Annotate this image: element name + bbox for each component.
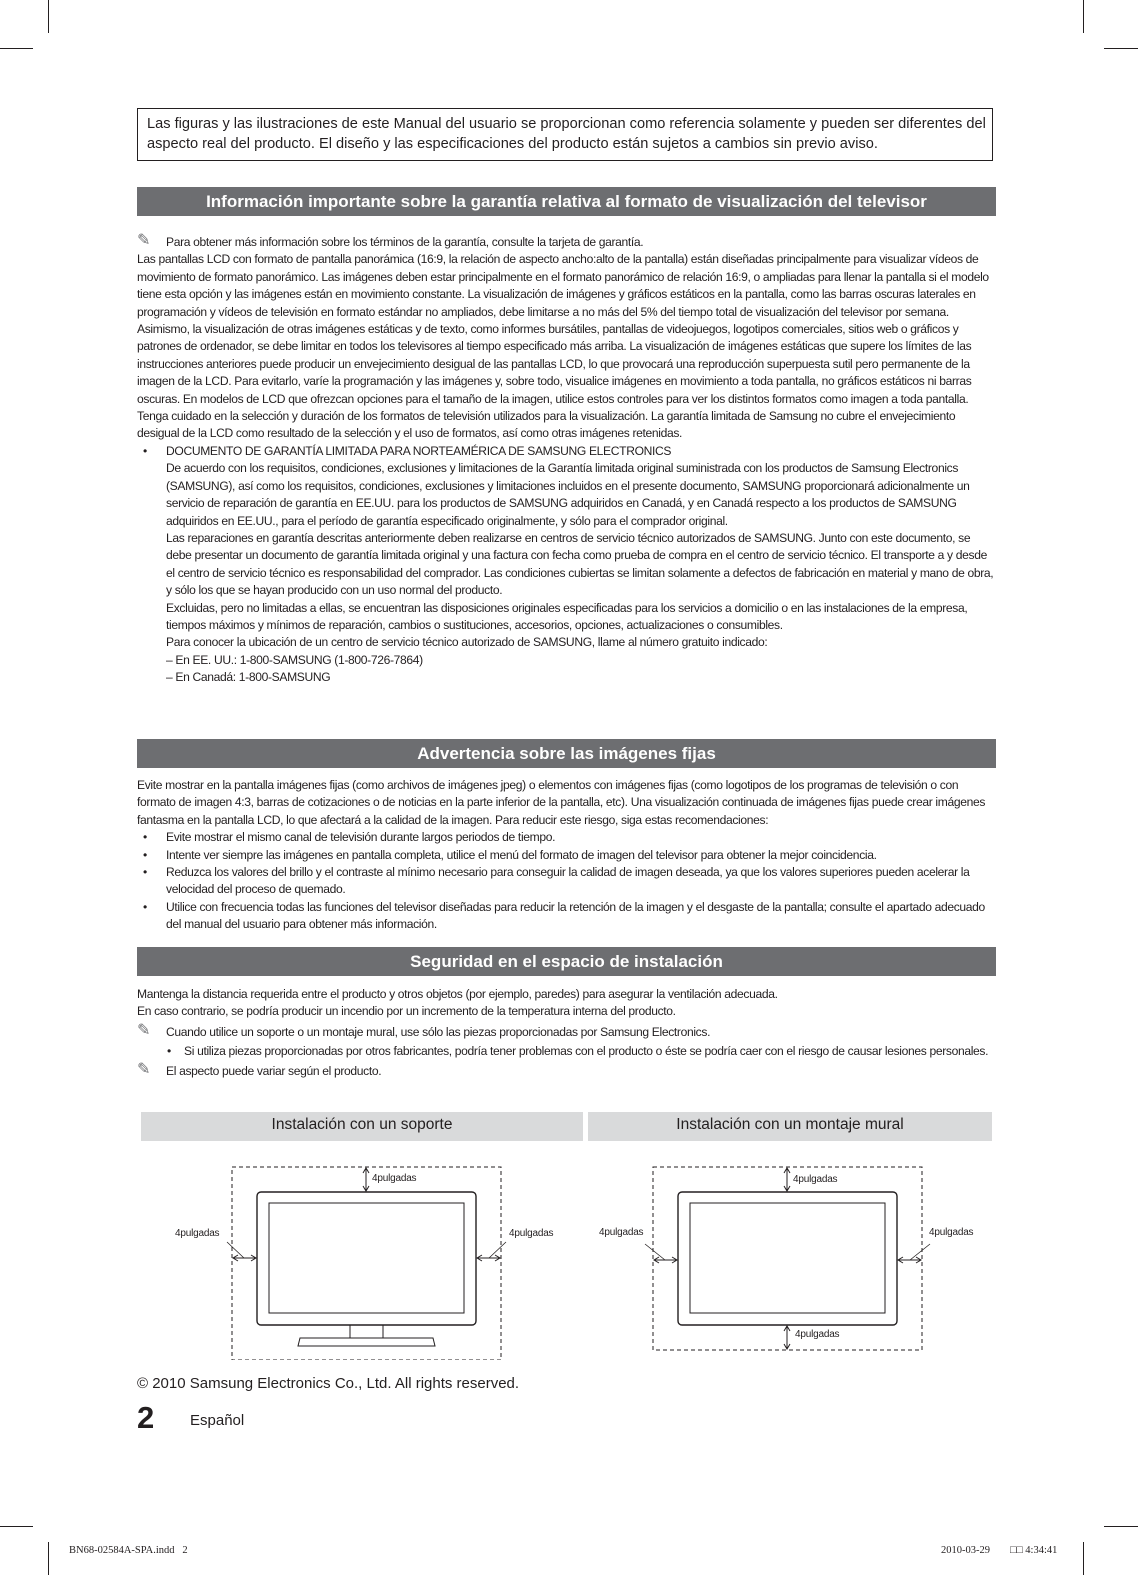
phone-canada: – En Canadá: 1-800-SAMSUNG [166, 670, 331, 685]
print-slug-file: BN68-02584A-SPA.indd 2 [69, 1545, 188, 1556]
crop-mark [0, 48, 33, 49]
clearance-label-right: 4pulgadas [929, 1227, 974, 1238]
warranty-bullet [137, 443, 997, 687]
clearance-label-right: 4pulgadas [509, 1228, 554, 1239]
still-bullet: • Utilice con frecuencia todas las funciones del televisor diseñadas para reducir la retención de la imagen y el desgaste de la pantalla; consulte el apartado adecuado del manual del usuario para obtener más información. [143, 899, 985, 932]
clearance-label-top: 4pulgadas [793, 1174, 838, 1185]
bullet-title: DOCUMENTO DE GARANTÍA LIMITADA PARA NORTEAMÉRICA DE SAMSUNG ELECTRONICS [166, 443, 672, 458]
tv-bezel [678, 1192, 897, 1325]
wall-mount-installation-diagram [590, 1150, 990, 1360]
print-slug-date: 2010-03-29 [941, 1545, 990, 1556]
crop-mark [1083, 1542, 1084, 1575]
page-number: 2 [137, 1400, 155, 1435]
safety-note: Cuando utilice un soporte o un montaje mural, use sólo las piezas proporcionadas por Samsung Electronics. [166, 1024, 711, 1039]
warranty-paragraph: Tenga cuidado en la selección y duración de los formatos de televisión utilizados para la visualización. La garantía limitada de Samsung no cubre el envejecimiento desigual de la LCD como resultado de la selección y el uso de formatos, así como otras imágenes retenidas. [137, 409, 956, 441]
safety-line: Mantenga la distancia requerida entre el producto y otros objetos (por ejemplo, paredes) para asegurar la ventilación adecuada. [137, 987, 778, 1001]
crop-mark [48, 1542, 49, 1575]
still-bullet: • Intente ver siempre las imágenes en pantalla completa, utilice el menú del formato de imagen del televisor para obtener la mejor coincidencia. [137, 847, 997, 864]
still-body [137, 777, 997, 934]
figure-heading-stand: Instalación con un soporte [141, 1112, 583, 1141]
warranty-body [137, 234, 997, 687]
stand-installation-diagram [140, 1150, 580, 1360]
section-heading-still-images: Advertencia sobre las imágenes fijas [137, 739, 996, 768]
print-slug-time: □□ 4:34:41 [1010, 1545, 1058, 1556]
bullet-paragraph: De acuerdo con los requisitos, condiciones, exclusiones y limitaciones de la Garantía limitada original suministrada con los productos de Samsung Electronics (SAMSUNG), así como los requisitos, condiciones, exclusiones y limitaciones incluidos en el presente documento, SAMSUNG proporcionará adicionalmente un servicio de reparación de garantía en EE.UU. para los productos de SAMSUNG adquiridos en Canadá, y en Canadá respecto a los productos de SAMSUNG adquiridos en EE.UU., para el período de garantía especificado originalmente, y sólo para el comprador original. [166, 461, 970, 528]
clearance-label-left: 4pulgadas [175, 1228, 220, 1239]
warranty-note: Para obtener más información sobre los términos de la garantía, consulte la tarjeta de garantía. [166, 235, 644, 249]
crop-mark [48, 0, 49, 33]
still-bullet: • Reduzca los valores del brillo y el contraste al mínimo necesario para conseguir la calidad de imagen deseada, ya que los valores superiores pueden acelerar la velocidad del proceso de quemado. [143, 865, 970, 897]
safety-body [137, 986, 997, 1080]
phone-usa: – En EE. UU.: 1-800-SAMSUNG (1-800-726-7864) [166, 652, 423, 667]
page-language: Español [190, 1412, 245, 1429]
crop-mark [1104, 48, 1138, 49]
figure-heading-wall: Instalación con un montaje mural [588, 1112, 992, 1141]
still-intro: Evite mostrar en la pantalla imágenes fijas (como archivos de imágenes jpeg) o elementos con imágenes fijas (como logotipos de los programas de televisión o con formato de imagen 4:3, barras de cotizaciones o de noticias en la parte inferior de la pantalla, etc). Una visualización continuada de imágenes fijas puede crear imágenes fantasma en la pantalla LCD, lo que afectará a la calidad de la imagen. Para reducir este riesgo, siga estas recomendaciones: [137, 778, 986, 827]
pencil-note-icon: ✎ [137, 1021, 151, 1039]
bullet-icon: • [143, 865, 147, 880]
bullet-icon: • [143, 899, 147, 914]
bullet-icon: • [143, 847, 147, 862]
crop-mark [1083, 0, 1084, 33]
disclaimer-box [137, 108, 993, 161]
bullet-paragraph: Para conocer la ubicación de un centro de servicio técnico autorizado de SAMSUNG, llame al número gratuito indicado: [166, 635, 768, 650]
safety-note: El aspecto puede variar según el producto. [166, 1063, 382, 1078]
section-heading-safety: Seguridad en el espacio de instalación [137, 947, 996, 976]
bullet-icon: • [143, 443, 147, 458]
bullet-icon: • [167, 1044, 171, 1059]
crop-mark [1104, 1526, 1138, 1527]
clearance-label-top: 4pulgadas [372, 1173, 417, 1184]
crop-mark [0, 1526, 33, 1527]
bullet-paragraph: Las reparaciones en garantía descritas anteriormente deben realizarse en centros de servicio técnico autorizados de SAMSUNG. Junto con este documento, se debe presentar un documento de garantía limitada original y una factura con fecha como prueba de compra en el centro de servicio técnico. El transporte a y desde el centro de servicio técnico es responsabilidad del comprador. Las condiciones cubiertas se limitan solamente a defectos de fabricación en material y mano de obra, y sólo los que se hayan producido con un uso normal del producto. [166, 530, 994, 598]
bullet-icon: • [143, 830, 147, 845]
safety-sub-bullet: • Si utiliza piezas proporcionadas por otros fabricantes, podría tener problemas con el producto o éste se podría caer con el riesgo de causar lesiones personales. [137, 1043, 997, 1060]
copyright-notice: © 2010 Samsung Electronics Co., Ltd. All rights reserved. [137, 1375, 520, 1392]
warranty-paragraph: Asimismo, la visualización de otras imágenes estáticas y de texto, como informes bursátiles, pantallas de videojuegos, logotipos comerciales, sitios web o gráficos y patrones de ordenador, se debe limitar en todos los televisores al tiempo especificado más arriba. La visualización de imágenes estáticas que supere los límites de las instrucciones anteriores puede producir un envejecimiento desigual de las pantallas LCD, lo que provocará una reproducción superpuesta sutil pero permanente de la imagen de la LCD. Para evitarlo, varíe la programación y las imágenes y, sobre todo, visualice imágenes en movimiento a toda pantalla, no gráficos estáticos ni barras oscuras. En modelos de LCD que ofrezcan opciones para el tamaño de la imagen, utilice estos controles para ver los distintos formatos como imagen a toda pantalla. [137, 322, 972, 406]
tv-stand-neck [350, 1325, 383, 1338]
tv-bezel [257, 1192, 476, 1325]
bullet-paragraph: Excluidas, pero no limitadas a ellas, se encuentran las disposiciones originales especificadas para los servicios a domicilio o en las instalaciones de la empresa, tiempos máximos y mínimos de reparación, cambios o sustituciones, accesorios, opciones, actualizaciones o consumibles. [166, 600, 968, 632]
clearance-label-left: 4pulgadas [599, 1227, 644, 1238]
disclaimer-text: Las figuras y las ilustraciones de este Manual del usuario se proporcionan como referencia solamente y pueden ser diferentes del aspecto real del producto. El diseño y las especificaciones del producto están sujetos a cambios sin previo aviso. [147, 116, 986, 152]
clearance-label-bottom: 4pulgadas [795, 1329, 840, 1340]
pencil-note-icon: ✎ [137, 232, 151, 249]
warranty-paragraph: Las pantallas LCD con formato de pantalla panorámica (16:9, la relación de aspecto ancho:alto de la pantalla) están diseñadas principalmente para visualizar vídeos de movimiento de formato panorámico. Las imágenes deben estar principalmente en el formato panorámico de relación 16:9, o ampliadas para llenar la pantalla si el modelo tiene esta opción y las imágenes están en movimiento constante. La visualización de imágenes y gráficos estáticos en la pantalla, como las barras oscuras laterales en programación y vídeos de televisión en formato estándar no ampliados, debe limitarse a no más del 5% del tiempo total de visualización del televisor por semana. [137, 252, 989, 319]
pencil-note-icon: ✎ [137, 1060, 151, 1078]
section-heading-warranty: Información importante sobre la garantía relativa al formato de visualización del televisor [137, 187, 996, 216]
still-bullet: • Evite mostrar el mismo canal de televisión durante largos periodos de tiempo. [137, 829, 997, 846]
tv-stand-base [298, 1338, 435, 1346]
safety-line: En caso contrario, se podría producir un incendio por un incremento de la temperatura interna del producto. [137, 1004, 676, 1019]
